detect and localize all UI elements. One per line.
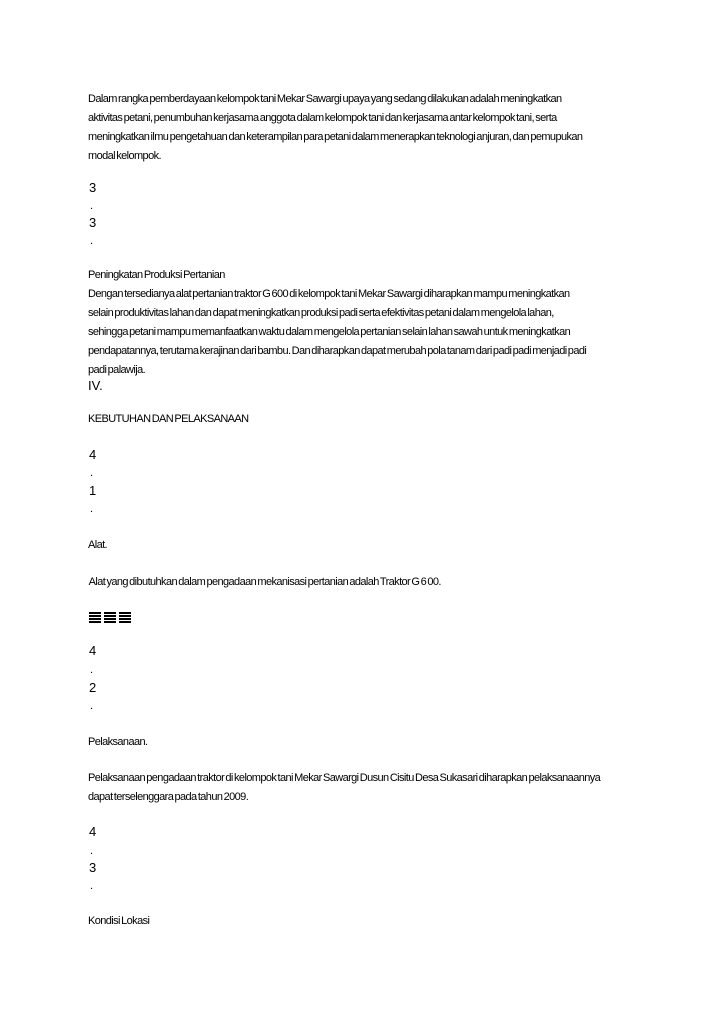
section-title: Peningkatan Produksi Pertanian <box>88 269 225 281</box>
chapter-title: KEBUTUHAN DAN PELAKSANAAN <box>88 413 249 425</box>
section-title: Kondisi Lokasi <box>88 915 150 927</box>
intro-paragraph-line: aktivitas petani, penumbuhan kerjasama anggota dalam kelompok tani dan kerjasama antar kelompok tani, serta <box>88 112 557 124</box>
section-body-line: selain produktivitas lahan dan dapat meningkatkan produksi padi serta efektivitas petani dalam mengelola lahan, <box>88 307 554 319</box>
section-title: Alat. <box>88 539 108 551</box>
section-number-digit: 4 <box>89 824 97 839</box>
section-number-digit: 3 <box>89 860 97 875</box>
section-number-dot: . <box>90 503 94 515</box>
intro-paragraph-line: Dalam rangka pemberdayaan kelompok tani Mekar Sawargi upaya yang sedang dilakukan adalah meningkatkan <box>88 93 562 105</box>
section-number-dot: . <box>90 845 94 857</box>
section-body-line: padi palawija. <box>88 364 146 376</box>
chapter-number: IV. <box>88 378 103 393</box>
section-body-line: pendapatannya, terutama kerajinan dari bambu. Dan diharapkan dapat merubah pola tanam dari padi padi menjadi padi <box>88 345 587 357</box>
section-number-dot: . <box>90 664 94 676</box>
section-number-digit: 1 <box>89 483 97 498</box>
section-body-line: Alat yang dibutuhkan dalam pengadaan mekanisasi pertanian adalah Traktor G 6 00. <box>88 576 441 588</box>
section-body-line: Pelaksanaan pengadaan traktor di kelompok tani Mekar Sawargi Dusun Cisitu Desa Sukasari diharapkan pelaksanaannya <box>88 772 601 784</box>
section-body-line: Dengan tersedianya alat pertanian traktor G 600 di kelompok tani Mekar Sawargi diharapkan mampu meningkatkan <box>88 288 570 300</box>
section-number-digit: 2 <box>89 680 97 695</box>
section-title: Pelaksanaan. <box>88 736 148 748</box>
section-number-digit: 3 <box>89 215 97 230</box>
section-number-dot: . <box>90 200 94 212</box>
intro-paragraph-line: meningkatkan ilmu pengetahuan dan keterampilan para petani dalam menerapkan teknologi anjuran, dan pemupukan <box>88 131 583 143</box>
section-body-line: sehingga petani mampu memanfaatkan waktu dalam mengelola pertanian selain lahan sawah untuk meningkatkan <box>88 326 571 338</box>
section-number-dot: . <box>90 700 94 712</box>
section-number-digit: 4 <box>89 643 97 658</box>
section-number-digit: 4 <box>89 447 97 462</box>
icon-row <box>89 612 131 623</box>
section-number-digit: 3 <box>89 180 97 195</box>
section-number-dot: . <box>90 235 94 247</box>
list-glyph-icon <box>89 612 101 623</box>
list-glyph-icon <box>104 612 116 623</box>
section-body-line: dapat terselenggara pada tahun 2009. <box>88 791 249 803</box>
list-glyph-icon <box>119 612 131 623</box>
section-number-dot: . <box>90 467 94 479</box>
intro-paragraph-line: modal kelompok. <box>88 150 161 162</box>
section-number-dot: . <box>90 880 94 892</box>
